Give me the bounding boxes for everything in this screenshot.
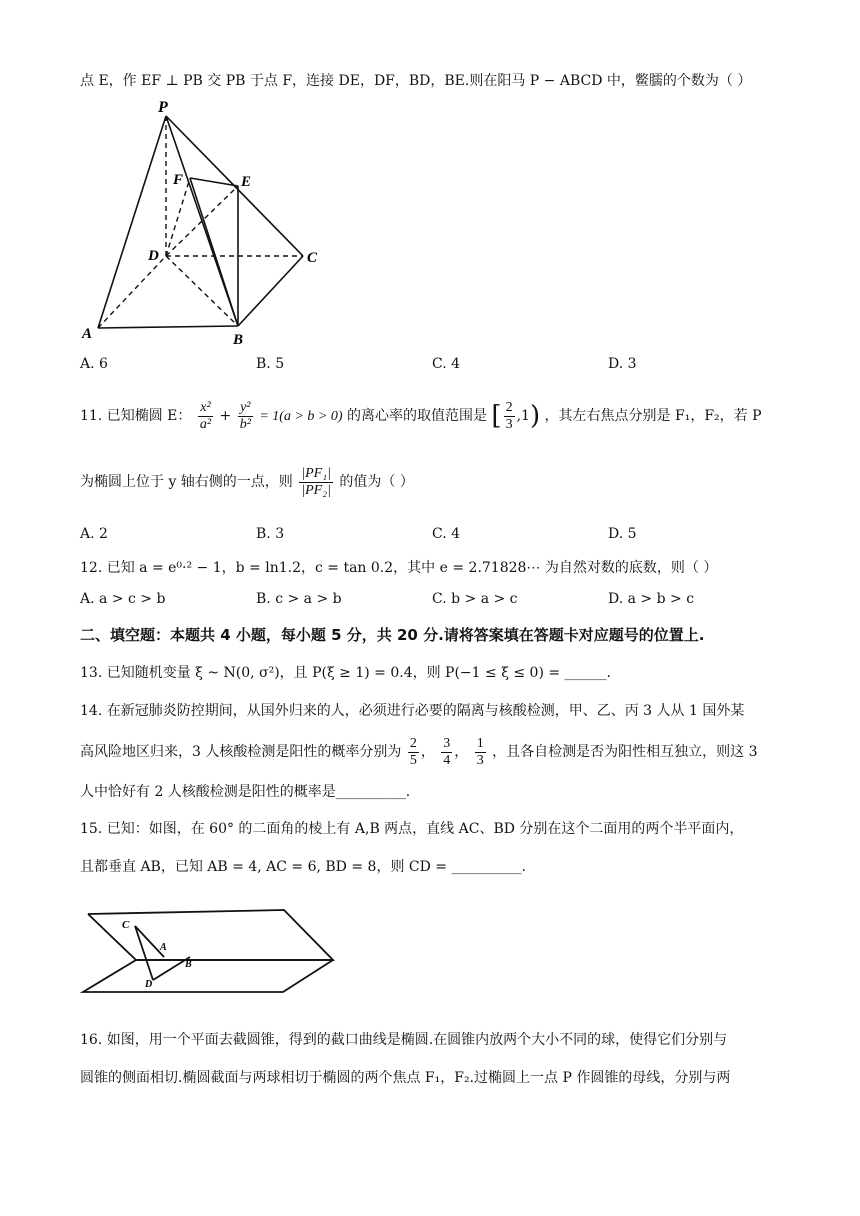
q14-stem-line3: 人中恰好有 2 人核酸检测是阳性的概率是__________. xyxy=(80,784,411,800)
q11-option-c: C. 4 xyxy=(432,526,461,542)
q12-option-d: D. a > b > c xyxy=(608,591,695,607)
q11-range-tail: ,1 xyxy=(516,408,530,424)
fig15-label-A: A xyxy=(160,942,167,953)
q12-option-c: C. b > a > c xyxy=(432,591,518,607)
q11-ratio-frac: $\frac{\text{|PF₁|}}{\text{|PF₂|}}$ xyxy=(301,465,331,498)
label-P: P xyxy=(158,99,168,116)
q10-option-a: A. 6 xyxy=(80,356,108,372)
q11-equation: = 1(a > b > 0) xyxy=(259,409,343,424)
q15-stem-line1: 15. 已知：如图，在 60° 的二面角的棱上有 A,B 两点，直线 AC、BD 分别在这个二面用的两个半平面内， xyxy=(80,821,744,837)
label-F: F xyxy=(173,172,184,188)
q11-stem-line2: 为椭圆上位于 y 轴右侧的一点，则 $\frac{\text{|PF₁|}}{\text{|PF₂|}}$ 的值为（ ） xyxy=(80,465,414,498)
q11-stem-line1: 11. 已知椭圆 E： $\frac{\text{x²}}{\text{a²}}$ + $\frac{\text{y²}}{\text{b²}}$ = 1(a > b > 0) 的离心率的取值范围是 [ $\frac{2}{3}$ ,1) ，其左右焦点分别是 F₁，F₂，若 P xyxy=(80,399,762,432)
q11-option-b: B. 3 xyxy=(256,526,285,542)
fig15-label-B: B xyxy=(185,959,192,970)
q12-option-b: B. c > a > b xyxy=(256,591,342,607)
q16-stem-line1: 16. 如图，用一个平面去截圆锥，得到的截口曲线是椭圆.在圆锥内放两个大小不同的球，使得它们分别与 xyxy=(80,1032,728,1048)
q14-prob-2: $\frac{3}{4}$ xyxy=(443,735,451,768)
q14-prob-3: $\frac{1}{3}$ xyxy=(476,735,484,768)
q11-number: 11. xyxy=(80,408,103,424)
fig15-label-D: D xyxy=(145,979,153,990)
q10-option-b: B. 5 xyxy=(256,356,285,372)
q16-stem-line2: 圆锥的侧面相切.椭圆截面与两球相切于椭圆的两个焦点 F₁，F₂.过椭圆上一点 P 作圆锥的母线，分别与两 xyxy=(80,1070,731,1086)
q10-option-c: C. 4 xyxy=(432,356,461,372)
q11-text-c: ，其左右焦点分别是 F₁，F₂，若 P xyxy=(544,408,762,424)
q11-option-a: A. 2 xyxy=(80,526,108,542)
q11-text-a: 已知椭圆 E： xyxy=(106,408,192,424)
fig15-label-C: C xyxy=(122,919,130,931)
q15-stem-line2: 且都垂直 AB，已知 AB = 4, AC = 6, BD = 8，则 CD = __________. xyxy=(80,859,526,875)
q14-stem-line2: 高风险地区归来，3 人核酸检测是阳性的概率分别为 $\frac{2}{5}$ ， $\frac{3}{4}$ ， $\frac{1}{3}$ ，且各自检测是否为阳性相互独立，则这 3 xyxy=(80,735,758,768)
q11-text-b: 的离心率的取值范围是 xyxy=(346,408,487,424)
q11-option-d: D. 5 xyxy=(608,526,637,542)
label-A: A xyxy=(82,326,93,342)
pyramid-figure xyxy=(78,98,338,348)
q10-stem-line: 点 E，作 EF ⊥ PB 交 PB 于点 F，连接 DE，DF，BD，BE.则在阳马 P − ABCD 中，鳖臑的个数为（ ） xyxy=(80,73,752,89)
label-D: D xyxy=(148,248,159,264)
label-E: E xyxy=(241,174,252,190)
q13-stem: 13. 已知随机变量 ξ ~ N(0, σ²)，且 P(ξ ≥ 1) = 0.4，则 P(−1 ≤ ξ ≤ 0) = ______. xyxy=(80,665,611,681)
q10-option-d: D. 3 xyxy=(608,356,637,372)
label-B: B xyxy=(233,332,244,348)
label-C: C xyxy=(307,250,318,266)
q14-stem-line1: 14. 在新冠肺炎防控期间，从国外归来的人，必须进行必要的隔离与核酸检测，甲、乙、丙 3 人从 1 国外某 xyxy=(80,703,745,719)
dihedral-figure xyxy=(78,900,340,1000)
section-2-heading: 二、填空题：本题共 4 小题，每小题 5 分，共 20 分.请将答案填在答题卡对应题号的位置上. xyxy=(80,626,705,644)
q12-stem: 12. 已知 a = e⁰·² − 1，b = ln1.2，c = tan 0.2，其中 e = 2.71828⋯ 为自然对数的底数，则（ ） xyxy=(80,560,718,576)
q14-prob-1: $\frac{2}{5}$ xyxy=(409,735,417,768)
q12-option-a: A. a > c > b xyxy=(80,591,166,607)
q11-range-frac: $\frac{2}{3}$ xyxy=(505,399,513,432)
q11-frac-x: $\frac{\text{x²}}{\text{a²}}$ xyxy=(199,399,212,432)
q11-frac-y: $\frac{\text{y²}}{\text{b²}}$ xyxy=(239,399,251,432)
